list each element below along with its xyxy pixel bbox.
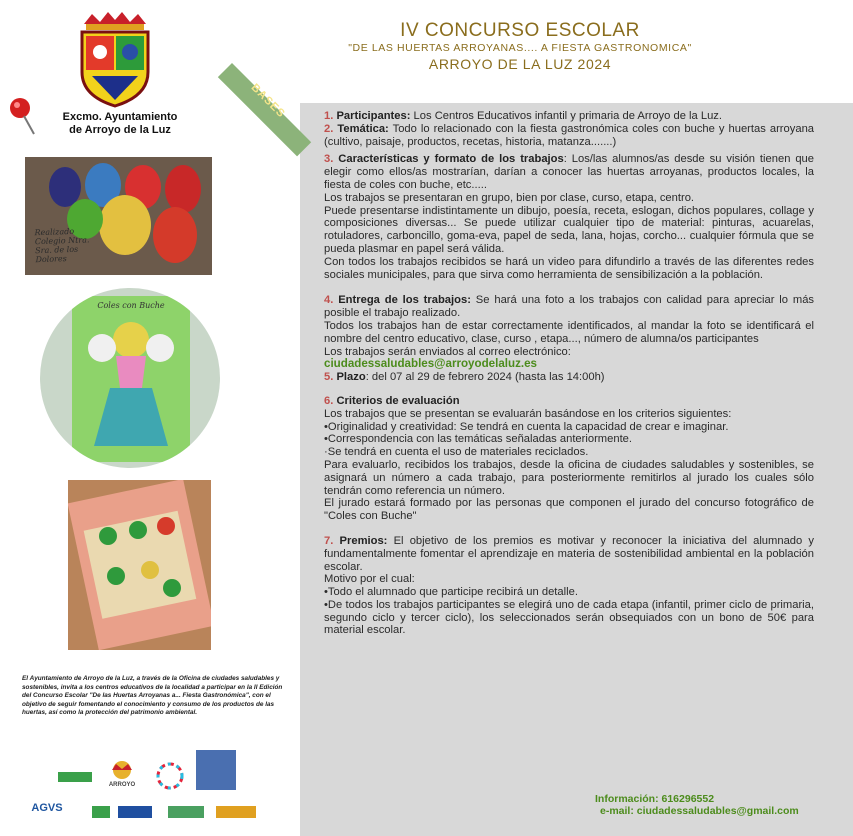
section-6 — [324, 395, 814, 523]
section-3 — [324, 153, 814, 281]
green-logo-icon — [58, 772, 92, 782]
section-title: Entrega de los trabajos: — [338, 294, 471, 307]
council-line-1: Excmo. Ayuntamiento — [62, 111, 178, 123]
page-title — [300, 20, 740, 74]
section-text: : del 07 al 29 de febrero 2024 (hasta las 14:00h) — [365, 371, 605, 384]
section-paragraph: Con todos los trabajos recibidos se hará un video para difundirlo a través de las diferentes redes sociales municipales, para que sirva como herramienta de sensibilización a la población. — [324, 255, 814, 281]
photo1-caption: Realizado Colegio Ntra. Sra. de los Dolores — [34, 226, 90, 265]
council-line-2: de Arroyo de la Luz — [69, 124, 171, 136]
section-paragraph: Para evaluarlo, recibidos los trabajos, desde la oficina de ciudades saludables y sostenibles, se asignará un número a cada trabajo, para posteriormente remitirlos al jurado los cuales sólo tendrán como referencia un número. — [324, 458, 814, 497]
arroyo-crown-icon — [104, 760, 140, 780]
regional-logo-icon — [168, 806, 204, 818]
section-7 — [324, 535, 814, 637]
council-name — [40, 111, 200, 137]
school-artwork-photo-3 — [68, 480, 211, 650]
section-paragraph: Todos los trabajos han de estar correctamente identificados, al mandar la foto se identificará el nombre del centro educativo, clase, curso , etapa..., número de alumna/os participantes — [324, 319, 814, 345]
contact-phone: Información: 616296552 — [595, 793, 715, 805]
section-text: Se hará una foto a los trabajos con calidad para apreciar lo más posible el trabajo realizado. — [324, 294, 815, 320]
agvs-logo — [22, 802, 72, 820]
section-title: Participantes: — [336, 110, 411, 122]
section-paragraph: Puede presentarse indistintamente un dibujo, poesía, receta, eslogan, dichos populares, collage y composiciones diversas... Se puede utilizar cualquier tipo de material: pinturas, acuarelas, rotuladores, carboncillo, goma-eva, papel de seda, lana, hojas, corcho... cualquier fórmula que se pueda plasmar en papel será válida. — [324, 204, 814, 255]
garden-model — [68, 480, 211, 650]
section-text: Todo lo relacionado con la fiesta gastronómica coles con buche y huertas arroyana (cultivo, paisaje, productos, recetas, historia, matanza.......) — [324, 122, 815, 148]
contest-place-year: ARROYO DE LA LUZ 2024 — [428, 56, 612, 72]
section-paragraph: Los trabajos que se presentan se evaluarán basándose en los criterios siguientes: — [324, 407, 732, 420]
section-title: Plazo — [336, 371, 366, 384]
section-number: 5. — [324, 371, 334, 384]
photo2-title: Coles con Buche — [97, 301, 165, 310]
green-square-icon — [92, 806, 110, 818]
section-paragraph: Motivo por el cual: — [324, 573, 415, 586]
prize-item: •De todos los trabajos participantes se elegirá uno de cada etapa (infantil, primer ciclo de primaria, segundo ciclo y tercer ciclo), los seleccionados serán obsequiados con un bono de 50€ para material escolar. — [324, 598, 814, 637]
rules-content — [324, 110, 814, 637]
submission-email-link[interactable]: ciudadessaludables@arroyodelaluz.es — [324, 357, 537, 371]
section-title: Premios: — [339, 534, 388, 547]
section-number: 6. — [324, 394, 334, 407]
section-title: Características y formato de los trabajos — [338, 153, 564, 166]
arroyo-logo — [104, 760, 140, 790]
contact-email[interactable]: e-mail: ciudadessaludables@gmail.com — [600, 805, 799, 817]
cabbage-figure — [72, 296, 190, 462]
campaign-description: El Ayuntamiento de Arroyo de la Luz, a través de la Oficina de ciudades saludables y sostenibles, invita a los centros educativos de la localidad a participar en la II Edición del Concurso Escolar "De las Huertas Arroyanas a... Fiesta Gastronómica", con el objetivo de seguir fomentando el conocimiento y consumo de los productos de las huertas, así como la protección del patrimonio ambiental. — [22, 675, 283, 717]
section-title: Temática: — [337, 122, 389, 135]
left-column — [0, 0, 300, 836]
section-text: Los Centros Educativos infantil y primaria de Arroyo de la Luz. — [410, 110, 722, 122]
school-artwork-photo-1 — [25, 157, 212, 275]
pushpin-icon — [6, 96, 40, 138]
section-5 — [324, 371, 814, 384]
contest-title: IV CONCURSO ESCOLAR — [400, 20, 640, 41]
healthy-cities-logo-icon — [196, 750, 236, 790]
school-artwork-photo-2 — [40, 288, 220, 468]
section-text: El objetivo de los premios es motivar y reconocer la iniciativa del alumnado y fundamentalmente fomentar el aprendizaje en materia de sostenibilidad ambiental en la población escolar. — [324, 534, 815, 573]
sponsor-logos — [0, 740, 300, 836]
contest-subtitle: "DE LAS HUERTAS ARROYANAS.... A FIESTA GASTRONOMICA" — [348, 42, 692, 54]
arroyo-logo-text: ARROYO — [108, 782, 136, 788]
section-text: : Los/las alumnos/as desde su visión tienen que elegir como ellos/as mostrarían, darían a conocer las huertas arroyanas, productos locales, la fiesta de coles con buche, etc..... — [324, 153, 815, 191]
agvs-logo-text: AGVS — [31, 802, 63, 814]
section-number: 1. — [324, 110, 334, 122]
section-paragraph: El jurado estará formado por las personas que componen el jurado del concurso fotográfico de "Coles con Buche" — [324, 497, 814, 523]
prize-item: •Todo el alumnado que participe recibirá un detalle. — [324, 586, 578, 599]
section-1 — [324, 110, 814, 123]
section-paragraph: Los trabajos serán enviados al correo electrónico: — [324, 345, 571, 358]
contact-info — [595, 793, 835, 817]
bases-ribbon-label: BASES — [248, 81, 288, 121]
section-4 — [324, 294, 814, 371]
section-paragraph: Los trabajos se presentaran en grupo, bien por clase, curso, etapa, centro. — [324, 191, 695, 204]
sdg-wheel-icon — [156, 762, 184, 790]
artwork-card — [72, 296, 190, 462]
section-number: 2. — [324, 122, 334, 135]
criteria-item: •Correspondencia con las temáticas señaladas anteriormente. — [324, 433, 633, 446]
section-title: Criterios de evaluación — [336, 394, 460, 407]
criteria-item: •Originalidad y creatividad: Se tendrá en cuenta la capacidad de crear e imaginar. — [324, 420, 729, 433]
section-2 — [324, 123, 814, 149]
section-number: 3. — [324, 153, 334, 166]
section-number: 4. — [324, 294, 334, 307]
coat-of-arms-icon — [72, 10, 158, 108]
criteria-item: ·Se tendrá en cuenta el uso de materiales reciclados. — [324, 446, 589, 459]
eu-flag-icon — [118, 806, 152, 818]
ministry-logo-icon — [216, 806, 256, 818]
section-number: 7. — [324, 534, 334, 547]
